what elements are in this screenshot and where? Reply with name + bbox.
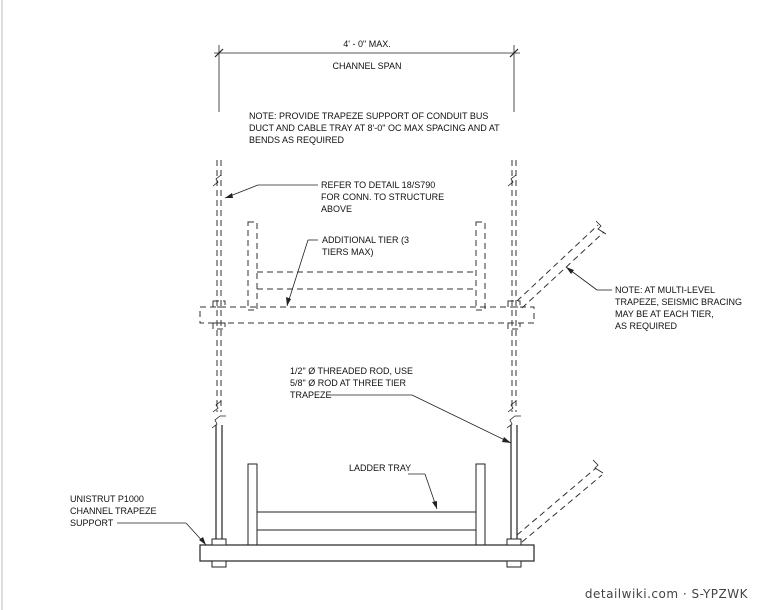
top-note-line-2: DUCT AND CABLE TRAY AT 8'-0" OC MAX SPACING AND AT <box>249 123 500 133</box>
additional-tier-channel <box>200 307 534 323</box>
watermark: detailwiki.com · S-YPZWK <box>584 587 748 601</box>
refer-note-line-1: REFER TO DETAIL 18/S790 <box>321 180 436 190</box>
refer-note-leader <box>225 185 318 198</box>
seismic-brace-lower <box>517 460 603 542</box>
threaded-rod-right-dashed <box>508 160 516 412</box>
refer-note-line-3: ABOVE <box>321 204 353 214</box>
additional-tier-nuts <box>213 301 520 329</box>
ladder-tray-leader <box>408 474 437 509</box>
unistrut-note-leader <box>117 523 206 545</box>
seismic-note-line-2: TRAPEZE, SEISMIC BRACING <box>615 297 743 307</box>
additional-tier-note-line-1: ADDITIONAL TIER (3 <box>322 235 410 245</box>
rod-note-leader <box>327 395 511 443</box>
seismic-note-leader <box>566 267 612 290</box>
seismic-note-line-1: NOTE: AT MULTI-LEVEL <box>615 285 716 295</box>
top-note-line-1: NOTE: PROVIDE TRAPEZE SUPPORT OF CONDUIT BUS <box>249 111 489 121</box>
additional-tier-note-line-2: TIERS MAX) <box>322 247 374 257</box>
threaded-rod-left-dashed <box>213 160 221 412</box>
refer-note-line-2: FOR CONN. TO STRUCTURE <box>321 192 445 202</box>
ladder-tray-label: LADDER TRAY <box>349 463 412 473</box>
dimension-line <box>214 45 520 112</box>
rod-note-line-1: 1/2" Ø THREADED ROD, USE <box>290 366 414 376</box>
additional-tier-leader <box>286 240 318 306</box>
unistrut-channel <box>200 545 534 561</box>
unistrut-note-line-3: SUPPORT <box>70 518 114 528</box>
seismic-note-line-3: MAY BE AT EACH TIER, <box>615 309 714 319</box>
dimension-value: 4' - 0" MAX. <box>343 39 391 49</box>
seismic-note-line-4: AS REQUIRED <box>615 321 678 331</box>
ladder-tray <box>248 464 485 545</box>
top-note-line-3: BENDS AS REQUIRED <box>249 135 345 145</box>
rod-note-line-3: TRAPEZE <box>290 390 332 400</box>
unistrut-note-line-1: UNISTRUT P1000 <box>70 494 144 504</box>
unistrut-note-line-2: CHANNEL TRAPEZE <box>70 506 157 516</box>
rod-note-line-2: 5/8" Ø ROD AT THREE TIER <box>290 378 407 388</box>
seismic-brace-upper <box>517 221 606 308</box>
dimension-label: CHANNEL SPAN <box>332 61 402 71</box>
